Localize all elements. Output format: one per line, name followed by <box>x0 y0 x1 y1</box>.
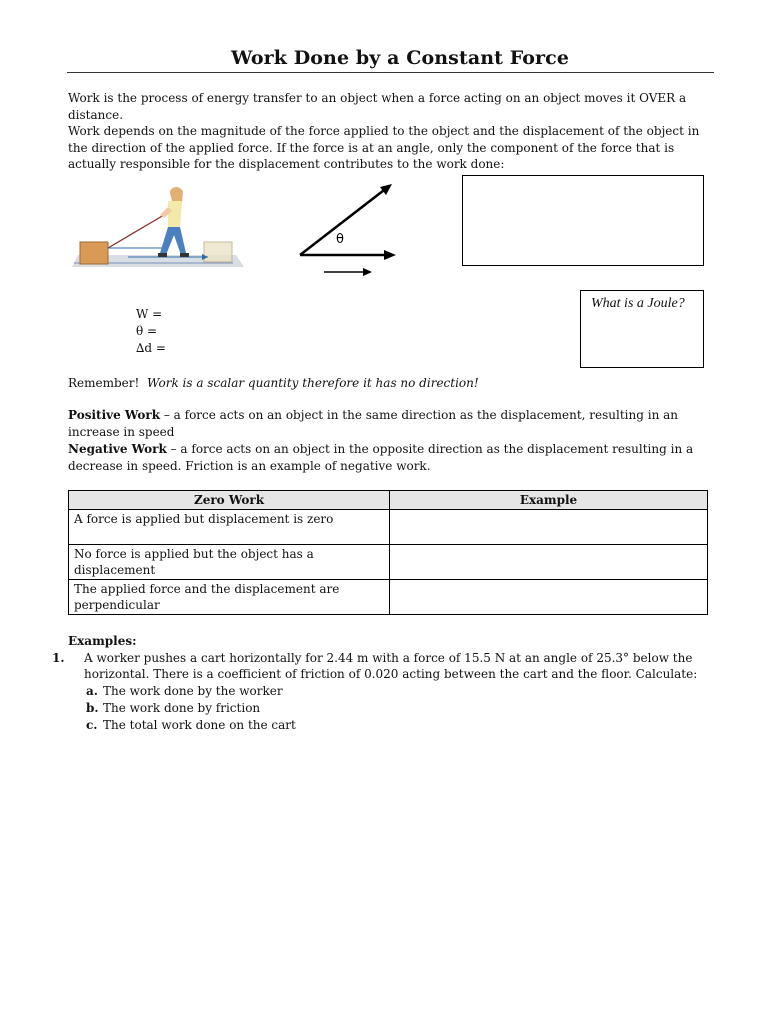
joule-box[interactable] <box>580 290 704 368</box>
person-legs <box>160 227 186 255</box>
page-title: Work Done by a Constant Force <box>230 47 570 69</box>
formula-w: W = <box>136 307 163 321</box>
person-hair <box>170 187 183 203</box>
remember-text: Work is a scalar quantity therefore it has no direction! <box>146 376 479 390</box>
angle-label: θ <box>336 232 344 247</box>
part-text: The work done by the worker <box>103 684 283 699</box>
part-letter: c. <box>86 717 98 732</box>
zero-work-case: No force is applied but the object has a displacement <box>69 545 390 580</box>
zero-work-case: A force is applied but displacement is zero <box>69 510 390 545</box>
remember-label: Remember! <box>68 376 140 390</box>
formula-d: ∆d = <box>136 341 166 355</box>
formula-variables <box>136 306 166 357</box>
example-cell[interactable] <box>390 545 708 580</box>
question-part <box>68 683 718 700</box>
example-cell[interactable] <box>390 580 708 615</box>
box-shape <box>80 242 108 264</box>
horizontal-vector-arrowhead <box>384 250 396 260</box>
work-dependence-paragraph: Work depends on the magnitude of the force applied to the object and the displacement of the object in the direction of the applied force. If the force is at an angle, only the component of the force that is actually responsible for the displacement contributes to the work done: <box>68 124 700 172</box>
person-shoe-right <box>180 253 189 257</box>
negative-work-text: – a force acts on an object in the opposite direction as the displacement resulting in a decrease in speed. Friction is an example of negative work. <box>68 442 694 473</box>
positive-work-label: Positive Work <box>68 408 161 422</box>
table-row <box>69 580 708 615</box>
part-letter: a. <box>86 684 98 699</box>
example-cell[interactable] <box>390 510 708 545</box>
part-letter: b. <box>86 700 99 715</box>
title-rule <box>67 72 714 73</box>
displacement-arrow-head <box>363 268 372 276</box>
examples-section <box>52 633 718 733</box>
ghost-box-shape <box>204 242 232 262</box>
table-row <box>69 545 708 580</box>
work-formula-box[interactable] <box>462 175 704 266</box>
positive-work <box>68 407 718 440</box>
rope-line <box>108 215 164 248</box>
examples-heading: Examples: <box>68 634 137 648</box>
zero-work-table <box>68 490 708 615</box>
person-shoe-left <box>158 253 167 257</box>
force-vector-diagram <box>292 177 402 267</box>
question-number: 1. <box>52 650 65 665</box>
example-question-1 <box>52 650 718 683</box>
work-definition: Work is the process of energy transfer to an object when a force acting on an object moves it OVER a distance. <box>68 91 687 122</box>
person-shirt <box>168 201 182 227</box>
question-part <box>68 700 718 717</box>
zero-work-case: The applied force and the displacement are perpendicular <box>69 580 390 615</box>
question-text: A worker pushes a cart horizontally for 2.44 m with a force of 15.5 N at an angle of 25.3° below the horizontal. There is a coefficient of friction of 0.020 acting between the cart and the floor. Calculate: <box>84 650 698 682</box>
joule-prompt: What is a Joule? <box>591 296 685 311</box>
negative-work-label: Negative Work <box>68 442 167 456</box>
force-vector-line <box>300 187 388 255</box>
header-zero-work: Zero Work <box>69 491 390 510</box>
table-header-row <box>69 491 708 510</box>
positive-work-text: – a force acts on an object in the same direction as the displacement, resulting in an increase in speed <box>68 408 679 439</box>
remember-line <box>68 375 718 392</box>
displacement-arrow <box>320 265 380 279</box>
formula-theta: θ = <box>136 324 158 338</box>
negative-work <box>68 441 718 474</box>
table-row <box>69 510 708 545</box>
pulling-box-illustration <box>68 183 248 271</box>
header-example: Example <box>390 491 708 510</box>
question-part <box>68 717 718 734</box>
part-text: The total work done on the cart <box>103 717 296 732</box>
part-text: The work done by friction <box>103 700 261 715</box>
